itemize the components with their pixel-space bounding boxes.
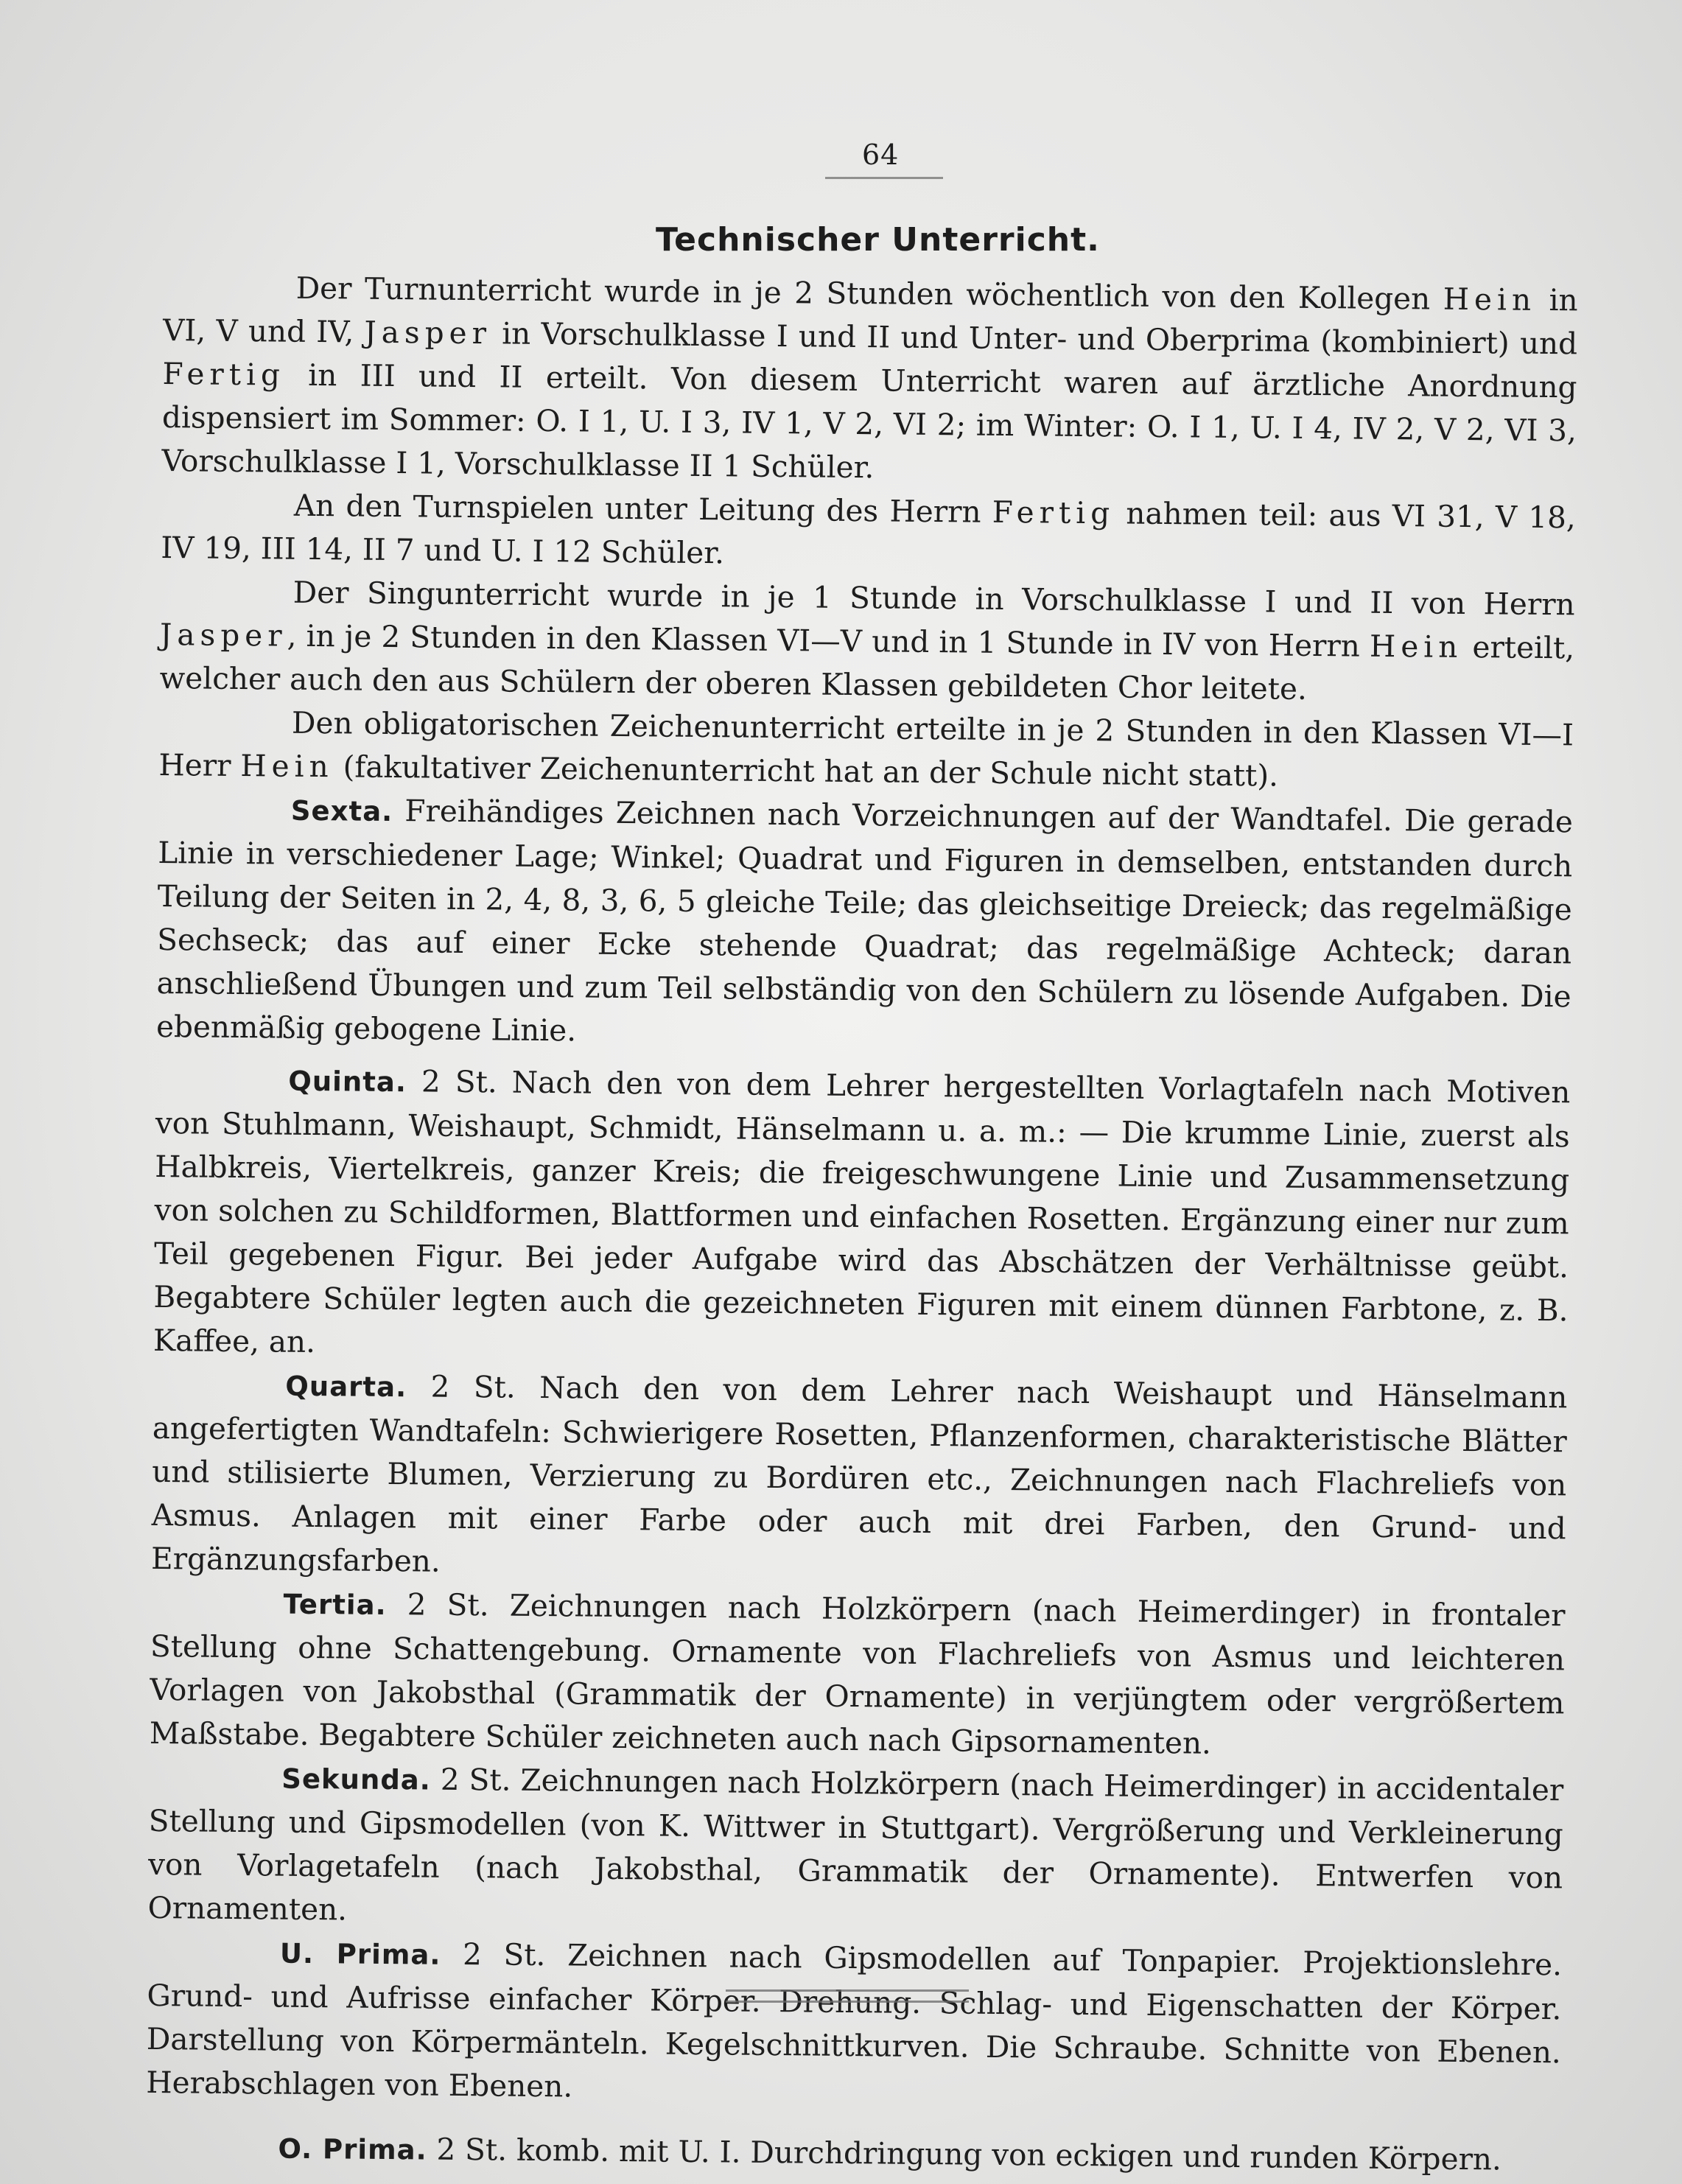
paragraph-tertia: Tertia. 2 St. Zeichnungen nach Holzkörpern (nach Heimerdinger) in frontaler Stellung ohne Schattengebung. Ornamente von Flachreliefs von Asmus und leichteren Vorlagen von Jakobsthal (Grammatik der Ornamente) in verjüngtem oder vergrößertem Maßstabe. Begabtere Schüler zeichneten auch nach Gipsornamenten.	[149, 1586, 1566, 1761]
section-heading: Technischer Unterricht.	[656, 221, 1100, 259]
paragraph-sekunda: Sekunda. 2 St. Zeichnungen nach Holzkörpern (nach Heimerdinger) in accidentaler Stellung und Gipsmodellen (von K. Wittwer in Stuttgart). Vergrößerung und Verkleinerung von Vorlagetafeln (nach Jakobsthal, Grammatik der Ornamente). Entwerfen von Ornamenten.	[147, 1761, 1564, 1928]
class-label-oberprima: O. Prima.	[278, 2132, 427, 2166]
page-number-underline	[825, 177, 943, 179]
class-label-unterprima: U. Prima.	[279, 1937, 441, 1971]
class-label-quinta: Quinta.	[288, 1065, 407, 1099]
paragraph-turnunterricht: Der Turnunterricht wurde in je 2 Stunden wöchentlich von den Kollegen Hein in VI, V und IV, Jasper in Vorschulklasse I und II und Unter- und Oberprima (kombiniert) und Fertig in III und II erteilt. Von diesem Unterricht waren auf ärztliche Anordnung dispensiert im Sommer: O. I 1, U. I 3, IV 1, V 2, VI 2; im Winter: O. I 1, U. I 4, IV 2, V 2, VI 3, Vorschulklasse I 1, Vorschulklasse II 1 Schüler.	[161, 270, 1578, 486]
page-number: 64	[862, 139, 900, 171]
name-jasper: Jasper	[159, 616, 287, 654]
body-text	[145, 265, 1578, 2183]
class-label-tertia: Tertia.	[283, 1588, 387, 1621]
paragraph-zeichenunterricht: Den obligatorischen Zeichenunterricht erteilte in je 2 Stunden in den Klassen VI—I Herr Hein (fakultativer Zeichenunterricht hat an der Schule nicht statt).	[158, 704, 1574, 794]
paragraph-oberprima: O. Prima. 2 St. komb. mit U. I. Durchdringung von eckigen und runden Körpern.	[278, 2131, 1502, 2177]
name-fertig: Fertig	[992, 494, 1115, 531]
class-label-sexta: Sexta.	[290, 794, 393, 828]
class-label-quarta: Quarta.	[285, 1370, 407, 1404]
name-jasper: Jasper	[364, 314, 492, 351]
paragraph-turnspiele: An den Turnspielen unter Leitung des Herrn Fertig nahmen teil: aus VI 31, V 18, IV 19, III 14, II 7 und U. I 12 Schüler.	[161, 487, 1577, 571]
paragraph-quinta: Quinta. 2 St. Nach den von dem Lehrer hergestellten Vorlagtafeln nach Motiven von Stuhlmann, Weishaupt, Schmidt, Hänselmann u. a. m.: — Die krumme Linie, zuerst als Halbkreis, Viertelkreis, ganzer Kreis; die freigeschwungene Linie und Zusammensetzung von solchen zu Schildformen, Blattformen und einfachen Rosetten. Ergänzung einer nur zum Teil gegebenen Figur. Bei jeder Aufgabe wird das Abschätzen der Verhältnisse geübt. Begabtere Schüler legten auch die gezeichneten Figuren mit einem dünnen Farbtone, z. B. Kaffee, an.	[153, 1063, 1571, 1360]
paragraph-sexta: Sexta. Freihändiges Zeichnen nach Vorzeichnungen auf der Wandtafel. Die gerade Linie in verschiedener Lage; Winkel; Quadrat und Figuren in demselben, entstanden durch Teilung der Seiten in 2, 4, 8, 3, 6, 5 gleiche Teile; das gleichseitige Dreieck; das regelmäßige Sechseck; das auf einer Ecke stehende Quadrat; das regelmäßige Achteck; daran anschließend Übungen und zum Teil selbständig von den Schülern zu lösende Aufgaben. Die ebenmäßig gebogene Linie.	[155, 793, 1574, 1049]
paragraph-quarta: Quarta. 2 St. Nach den von dem Lehrer nach Weishaupt und Hänselmann angefertigten Wandtafeln: Schwierigere Rosetten, Pflanzenformen, charakteristische Blätter und stilisierte Blumen, Verzierung zu Bordüren etc., Zeichnungen nach Flachreliefs von Asmus. Anlagen mit einer Farbe oder auch mit drei Farben, den Grund- und Ergänzungsfarben.	[150, 1368, 1568, 1579]
name-hein: Hein	[1369, 628, 1463, 665]
name-fertig: Fertig	[162, 355, 286, 393]
class-label-sekunda: Sekunda.	[281, 1763, 432, 1796]
paragraph-singunterricht: Der Singunterricht wurde in je 1 Stunde in Vorschulklasse I und II von Herrn Jasper, in je 2 Stunden in den Klassen VI—V und in 1 Stunde in IV von Herrn Hein erteilt, welcher auch den aus Schülern der oberen Klassen gebildeten Chor leitete.	[159, 574, 1575, 707]
end-double-rule	[726, 1989, 969, 2003]
name-hein: Hein	[1443, 281, 1537, 318]
paragraph-unterprima: U. Prima. 2 St. Zeichnen nach Gipsmodellen auf Tonpapier. Projektionslehre. Grund- und Aufrisse einfacher Körper. Drehung. Schlag- und Eigenschatten der Körper. Darstellung von Körpermänteln. Kegelschnittkurven. Die Schraube. Schnitte von Ebenen. Herabschlagen von Ebenen.	[146, 1936, 1563, 2104]
name-hein: Hein	[240, 748, 334, 785]
